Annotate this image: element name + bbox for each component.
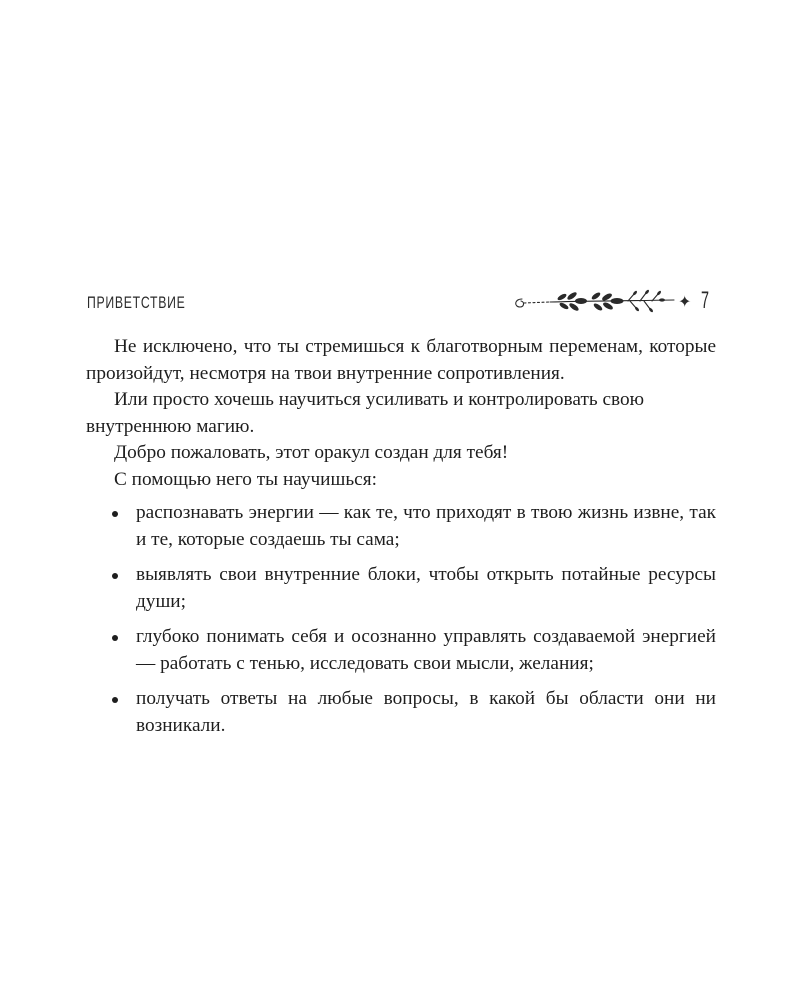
paragraph: Или просто хочешь научиться усиливать и контролировать свою внутреннюю магию. [86, 389, 645, 437]
list-item-text: выявлять свои внутренние блоки, чтобы открыть потайные ресурсы души; [136, 564, 716, 612]
bullet-icon [112, 635, 118, 641]
paragraph: Не исключено, что ты стремишься к благотворным переменам, которые произойдут, несмотря на твои внутренние сопротивления. [86, 336, 716, 384]
paragraph: Добро пожаловать, этот оракул создан для тебя! [114, 442, 509, 463]
floral-ornament-icon [510, 286, 676, 318]
bullet-list [86, 500, 716, 739]
bullet-icon [112, 511, 118, 517]
body-text [86, 334, 716, 748]
section-title: ПРИВЕТСТВИЕ [87, 293, 186, 312]
paragraph: С помощью него ты научишься: [114, 468, 377, 490]
page-number: 7 [701, 287, 710, 314]
bullet-icon [112, 573, 118, 579]
list-item-text: получать ответы на любые вопросы, в какой бы области они ни возникали. [136, 688, 716, 736]
bullet-icon [112, 697, 118, 703]
list-item [86, 500, 716, 553]
list-item-text: глубоко понимать себя и осознанно управлять создаваемой энергией — работать с тенью, исследовать свои мысли, желания; [136, 626, 716, 674]
running-header [87, 286, 715, 320]
list-item [86, 686, 716, 739]
star-icon: ✦ [678, 292, 692, 311]
list-item [86, 562, 716, 615]
list-item-text: распознавать энергии — как те, что приходят в твою жизнь извне, так и те, которые создаешь ты сама; [136, 502, 716, 550]
list-item [86, 624, 716, 677]
